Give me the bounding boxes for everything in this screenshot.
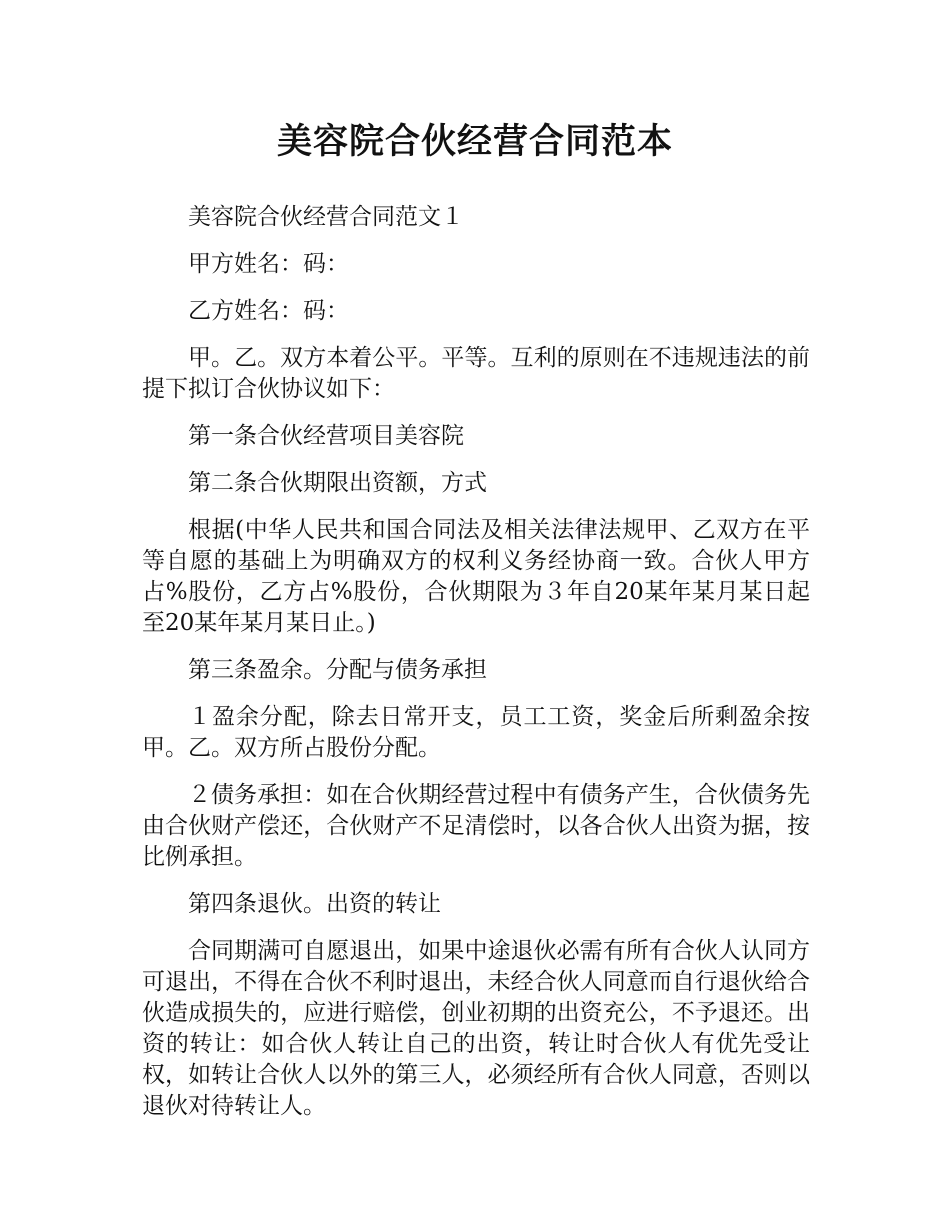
paragraph-article-3-item-1: １盈余分配，除去日常开支，员工工资，奖金后所剩盈余按甲。乙。双方所占股份分配。 [142, 704, 810, 761]
document-title: 美容院合伙经营合同范本 [276, 122, 673, 162]
paragraph-heading-sample: 美容院合伙经营合同范文１ [188, 204, 464, 230]
paragraph-preamble: 甲。乙。双方本着公平。平等。互利的原则在不违规违法的前提下拟订合伙协议如下： [142, 345, 810, 402]
paragraph-party-b: 乙方姓名：码： [188, 298, 349, 324]
paragraph-article-3-item-2: ２债务承担：如在合伙期经营过程中有债务产生，合伙债务先由合伙财产偿还，合伙财产不足清偿时，以各合伙人出资为据，按比例承担。 [142, 782, 810, 870]
paragraph-article-2: 第二条合伙期限出资额，方式 [188, 470, 487, 496]
paragraph-article-1: 第一条合伙经营项目美容院 [188, 423, 464, 449]
paragraph-article-2-body: 根据(中华人民共和国合同法及相关法律法规甲、乙双方在平等自愿的基础上为明确双方的权利义务经协商一致。合伙人甲方占%股份，乙方占%股份，合伙期限为３年自20某年某月某日起至20某年某月某日止。) [142, 517, 810, 636]
paragraph-party-a: 甲方姓名：码： [188, 251, 349, 277]
paragraph-article-4-body: 合同期满可自愿退出，如果中途退伙必需有所有合伙人认同方可退出，不得在合伙不利时退出，未经合伙人同意而自行退伙给合伙造成损失的，应进行赔偿，创业初期的出资充公，不予退还。出资的转让：如合伙人转让自己的出资，转让时合伙人有优先受让权，如转让合伙人以外的第三人，必须经所有合伙人同意，否则以退伙对待转让人。 [142, 938, 810, 1119]
paragraph-article-4: 第四条退伙。出资的转让 [188, 891, 441, 917]
paragraph-article-3: 第三条盈余。分配与债务承担 [188, 657, 487, 683]
document-body [142, 202, 810, 1138]
